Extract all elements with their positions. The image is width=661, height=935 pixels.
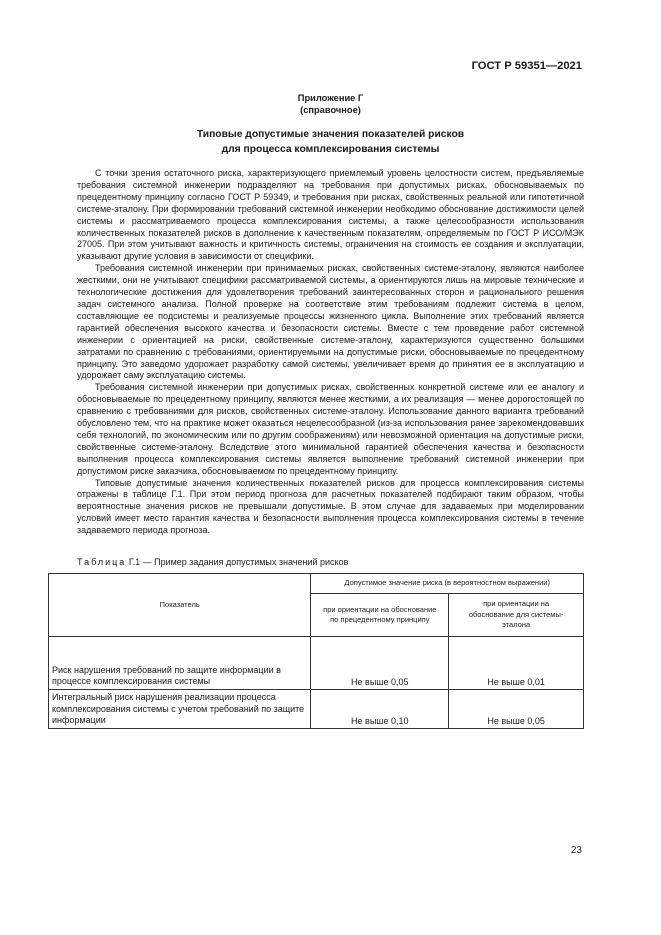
table-caption-label: Таблица <box>77 557 127 567</box>
row-value-precedent: Не выше 0,10 <box>311 690 449 729</box>
header-indicator: Показатель <box>49 574 311 637</box>
body-text <box>77 168 584 537</box>
appendix-note: (справочное) <box>300 105 361 115</box>
table-row <box>49 690 584 729</box>
paragraph: Типовые допустимые значения количественных показателей рисков для процесса комплексирования системы отражены в таблице Г.1. При этом период прогноза для расчетных показателей подбирают таким образом, чтобы вероятностные значения рисков не превышали допустимые. В этом случае для задаваемых при моделировании условий имеет место гарантия качества и безопасности выполнения процесса комплексирования системы в течение задаваемого периода прогноза. <box>77 477 584 536</box>
page-number: 23 <box>570 845 582 856</box>
row-value-reference: Не выше 0,05 <box>449 690 584 729</box>
title-line-1: Типовые допустимые значения показателей рисков <box>196 129 465 140</box>
table-row <box>49 637 584 690</box>
paragraph: С точки зрения остаточного риска, характеризующего приемлемый уровень целостности систем, предъявляемые требования системной инженерии подразделяют на требования при допустимых рисках, обосновываемых по прецедентному принципу согласно ГОСТ Р 59349, и требования при рисках, свойственных реальной или гипотетичной системе-эталону. При формировании требований системной инженерии необходимо обоснование достижимости целей системы и рассматриваемого процесса комплексирования системы, а также целесообразности использования количественных показателей рисков в дополнение к качественным показателям, определяемым по ГОСТ Р ИСО/МЭК 27005. При этом учитывают важность и критичность системы, ограничения на стоимость ее создания и эксплуатации, указывают другие условия в зависимости от специфики. <box>77 168 584 262</box>
header-reference-system: при ориентации на обоснование для системы-эталона <box>449 594 584 637</box>
title-line-2: для процесса комплексирования системы <box>221 143 440 155</box>
row-indicator: Интегральный риск нарушения реализации процесса комплексирования системы с учетом требований по защите информации <box>49 690 311 729</box>
table-caption <box>77 557 348 567</box>
document-designation: ГОСТ Р 59351—2021 <box>471 60 582 72</box>
table-caption-text: Г.1 — Пример задания допустимых значений рисков <box>128 557 349 567</box>
risk-values-table <box>48 573 584 729</box>
appendix-heading <box>0 92 661 116</box>
header-risk-group: Допустимое значение риска (в вероятностном выражении) <box>311 574 584 594</box>
table-header-row <box>49 574 584 594</box>
header-precedent: при ориентации на обоснование по прецедентному принципу <box>311 594 449 637</box>
row-value-reference: Не выше 0,01 <box>449 637 584 690</box>
row-value-precedent: Не выше 0,05 <box>311 637 449 690</box>
appendix-label: Приложение Г <box>297 93 364 103</box>
paragraph: Требования системной инженерии при принимаемых рисках, свойственных системе-эталону, являются наиболее жесткими, они не учитывают специфики рассматриваемой системы, а ориентируются лишь на мировые технические и технологические достижения для удовлетворения требований заинтересованных сторон и рационального решения задач системного анализа. Полной проверке на соответствие этим требованиям подлежит система в целом, составляющие ее подсистемы и реализуемые процессы жизненного цикла. Выполнение этих требований является гарантией обеспечения высокого качества и безопасности системы. Вместе с тем проведение работ системной инженерии с ориентацией на риски, свойственные системе-эталону, характеризуются существенно большими затратами по сравнению с требованиями, ориентируемыми на допустимые риски, обосновываемые по прецедентному принципу. Это заведомо удорожает разработку самой системы, увеличивает время до принятия ее в эксплуатацию и удорожает саму эксплуатацию системы. <box>77 263 584 381</box>
row-indicator: Риск нарушения требований по защите информации в процессе комплексирования системы <box>49 637 311 690</box>
paragraph: Требования системной инженерии при допустимых рисках, свойственных конкретной системе или ее аналогу и обосновываемые по прецедентному принципу, являются менее жесткими, а их реализация — менее дорогостоящей по сравнению с требованиями для рисков, свойственных системе-эталону. Использование данного варианта требований обусловлено тем, что на практике может оказаться нецелесообразной (из-за использования ранее зарекомендовавших себя технологий, по экономическим или по другим соображениям) или невозможной ориентация на допустимые риски, свойственные системе-эталону. Вследствие этого минимальной гарантией обеспечения качества и безопасности выполнения процесса комплексирования системы является выполнение требований системной инженерии при допустимом риске заказчика, обосновываемом по прецедентному принципу. <box>77 382 584 476</box>
appendix-title <box>0 128 661 157</box>
